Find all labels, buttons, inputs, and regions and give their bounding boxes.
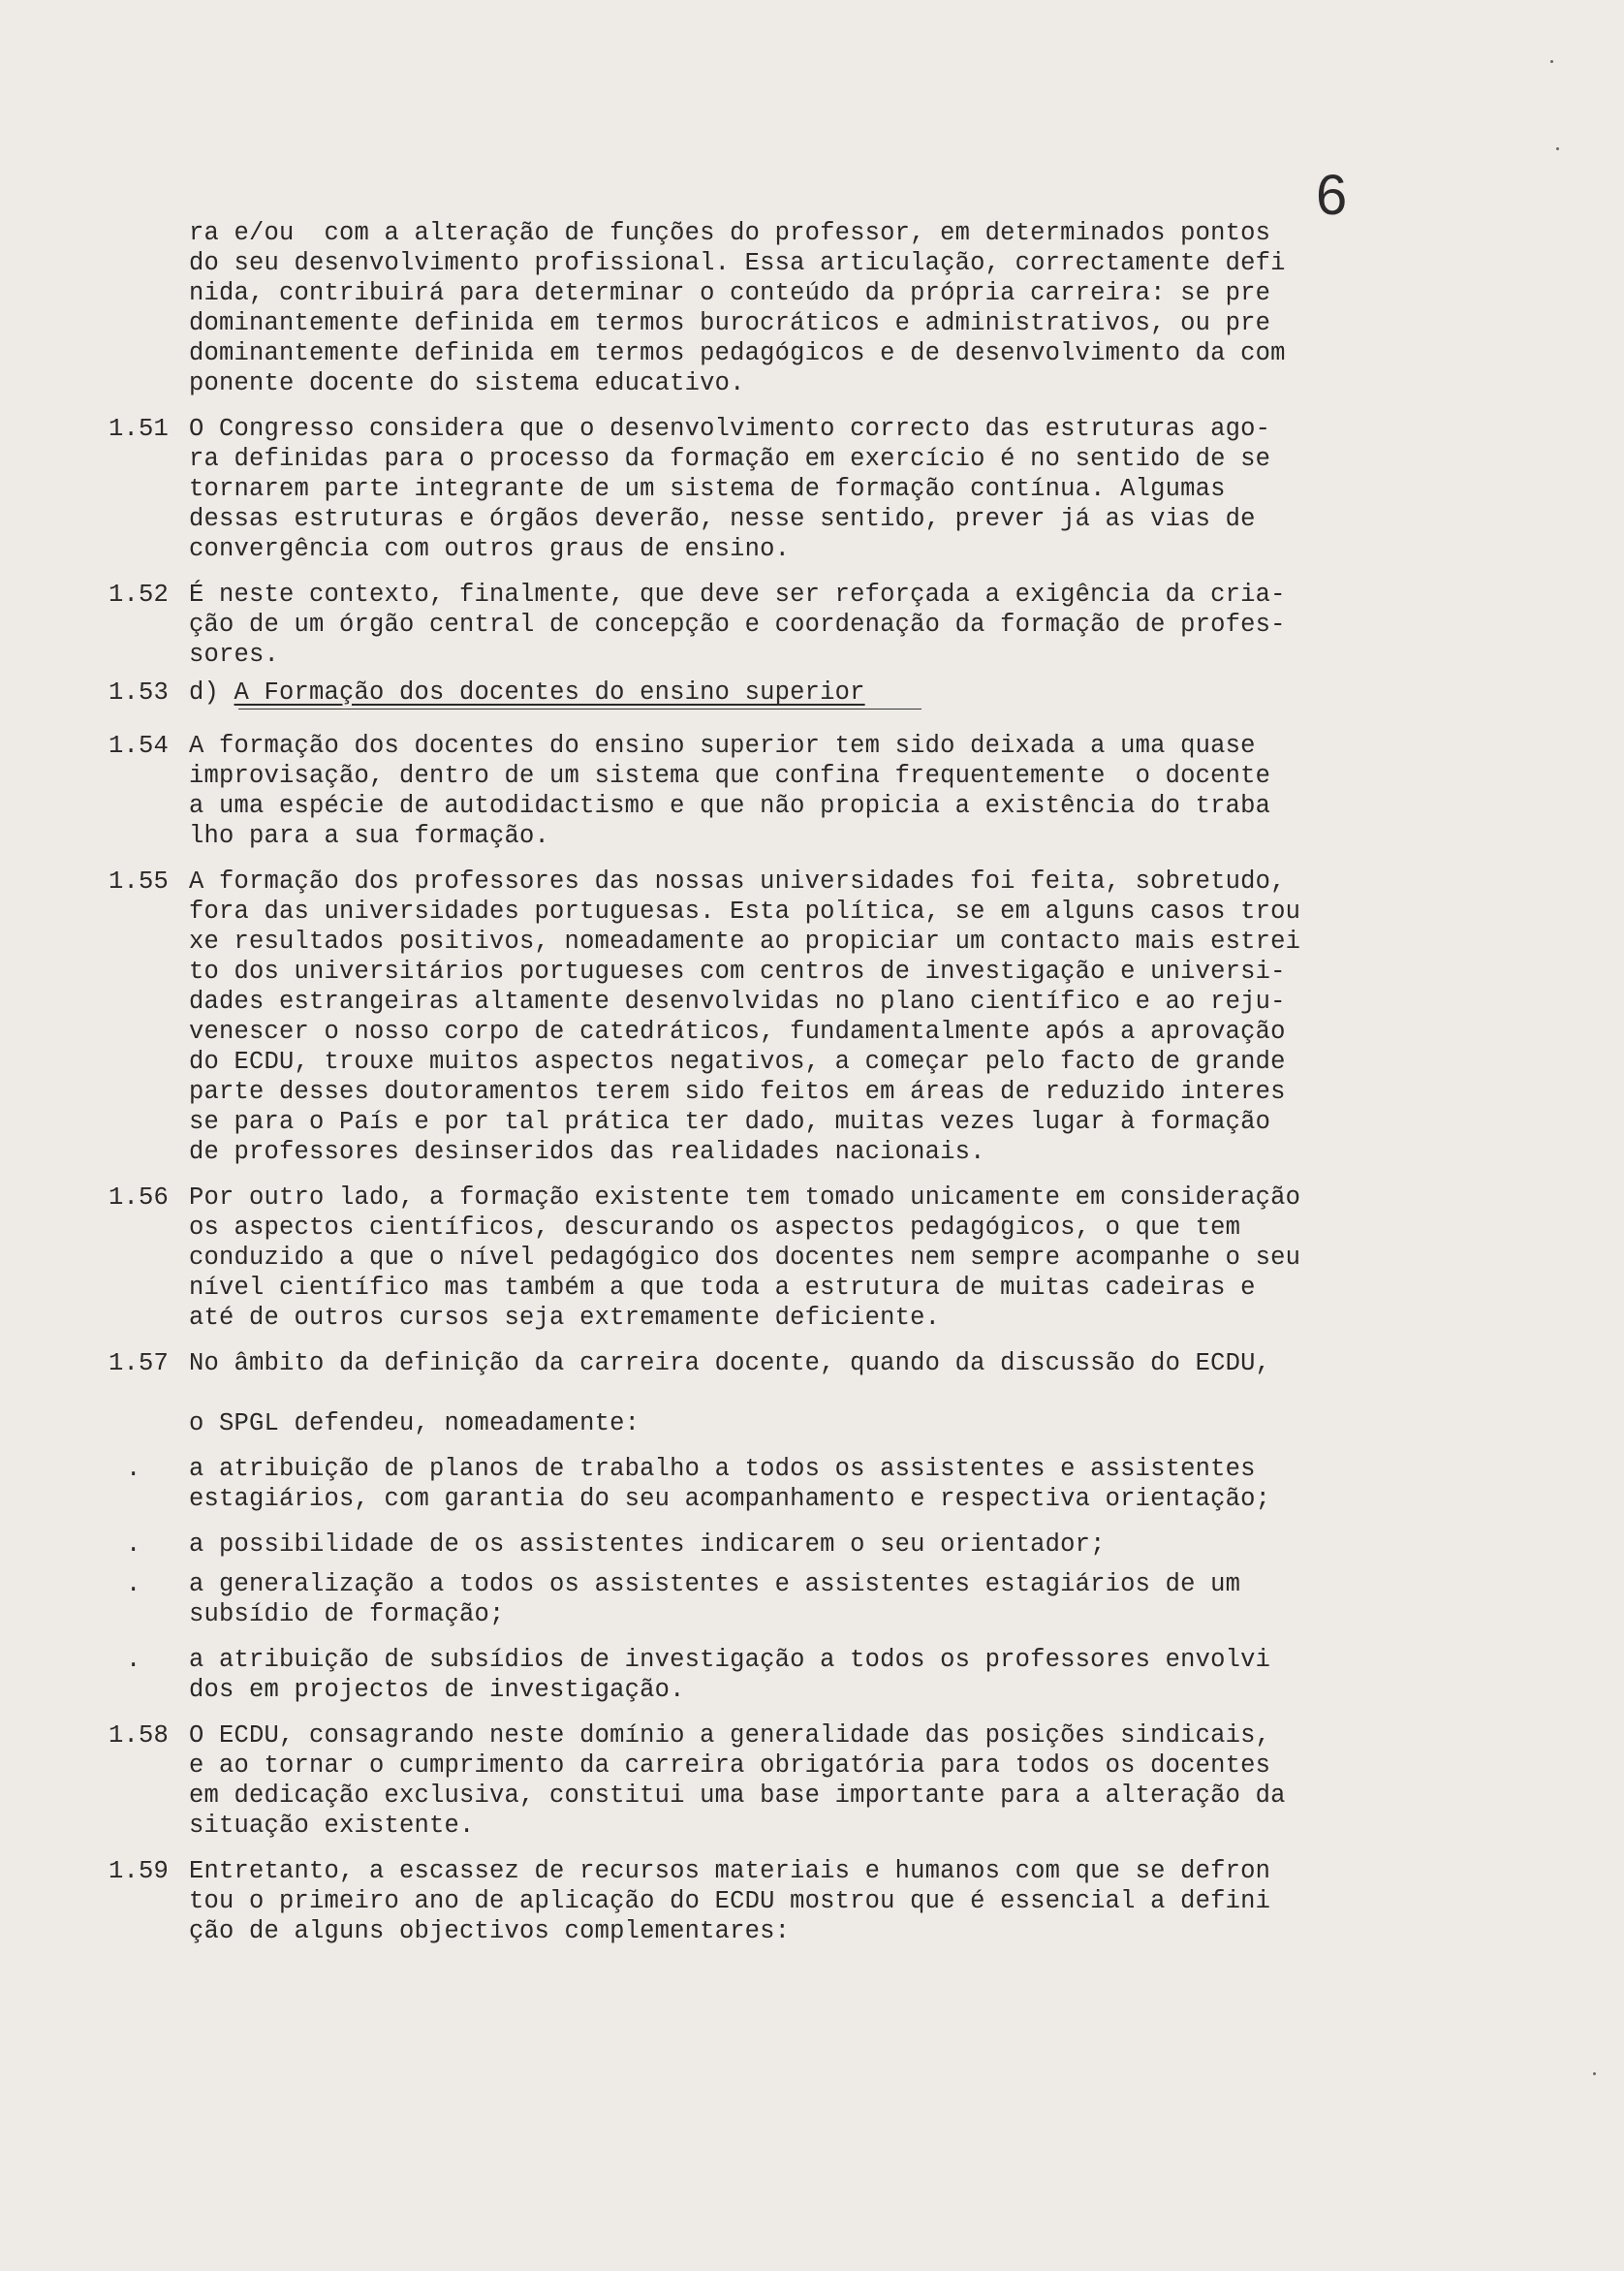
text-line: dessas estruturas e órgãos deverão, nesse sentido, prever já as vias de xyxy=(189,505,1256,533)
paragraph-1-58 xyxy=(0,1720,1624,1841)
text-line: A formação dos docentes do ensino superior tem sido deixada a uma quase xyxy=(189,732,1256,760)
text-line: dos em projectos de investigação. xyxy=(189,1676,685,1704)
paragraph-1-56 xyxy=(0,1183,1624,1333)
text-line: tou o primeiro ano de aplicação do ECDU mostrou que é essencial a defini xyxy=(189,1887,1271,1915)
document-body xyxy=(0,218,1624,1946)
paragraph-number: 1.52 xyxy=(109,581,170,609)
paper-speck xyxy=(1550,60,1553,63)
text-line: No âmbito da definição da carreira docente, quando da discussão do ECDU, xyxy=(189,1349,1271,1377)
text-line: dominantemente definida em termos burocráticos e administrativos, ou pre xyxy=(189,309,1271,337)
text-line: dominantemente definida em termos pedagógicos e de desenvolvimento da com xyxy=(189,339,1286,367)
text-line: sores. xyxy=(189,641,280,669)
paragraph-number: 1.57 xyxy=(109,1349,170,1377)
paper-speck xyxy=(1556,147,1559,150)
text-line: fora das universidades portuguesas. Esta política, se em alguns casos trou xyxy=(189,898,1301,926)
text-line: tornarem parte integrante de um sistema de formação contínua. Algumas xyxy=(189,475,1226,503)
paragraph-1-55 xyxy=(0,867,1624,1167)
paragraph-1-52 xyxy=(0,580,1624,670)
paper-speck xyxy=(1593,2072,1596,2075)
text-line: e ao tornar o cumprimento da carreira obrigatória para todos os docentes xyxy=(189,1751,1271,1780)
paragraph-number: 1.56 xyxy=(109,1183,170,1212)
bullet-marker: . xyxy=(126,1646,141,1674)
text-line: lho para a sua formação. xyxy=(189,822,550,850)
paragraph-number: 1.54 xyxy=(109,732,170,760)
text-line: ção de um órgão central de concepção e coordenação da formação de profes- xyxy=(189,611,1286,639)
text-line: Entretanto, a escassez de recursos materiais e humanos com que se defron xyxy=(189,1857,1271,1885)
text-line xyxy=(189,1378,1371,1408)
text-line: nível científico mas também a que toda a estrutura de muitas cadeiras e xyxy=(189,1274,1256,1302)
text-line: situação existente. xyxy=(189,1812,475,1840)
bullet-marker: . xyxy=(126,1570,141,1598)
text-line: se para o País e por tal prática ter dado, muitas vezes lugar à formação xyxy=(189,1108,1271,1136)
paragraph-number: 1.53 xyxy=(109,678,170,707)
text-line: Por outro lado, a formação existente tem tomado unicamente em consideração xyxy=(189,1183,1301,1212)
text-line: a generalização a todos os assistentes e assistentes estagiários de um xyxy=(189,1570,1241,1598)
text-line: a possibilidade de os assistentes indicarem o seu orientador; xyxy=(189,1530,1106,1559)
text-line: os aspectos científicos, descurando os aspectos pedagógicos, o que tem xyxy=(189,1214,1241,1242)
text-line: dades estrangeiras altamente desenvolvidas no plano científico e ao reju- xyxy=(189,988,1286,1016)
section-prefix: d) xyxy=(189,678,234,707)
text-line: xe resultados positivos, nomeadamente ao propiciar um contacto mais estrei xyxy=(189,928,1301,956)
text-line: o SPGL defendeu, nomeadamente: xyxy=(189,1409,640,1437)
paragraph-1-53 xyxy=(0,678,1624,708)
text-line: do ECDU, trouxe muitos aspectos negativos, a começar pelo facto de grande xyxy=(189,1048,1286,1076)
paragraph-1-54 xyxy=(0,731,1624,851)
text-line: parte desses doutoramentos terem sido feitos em áreas de reduzido interes xyxy=(189,1078,1286,1106)
paragraph-1-57 xyxy=(0,1348,1624,1438)
paragraph-number: 1.58 xyxy=(109,1721,170,1750)
paragraph-1-59 xyxy=(0,1856,1624,1946)
text-line: ponente docente do sistema educativo. xyxy=(189,369,745,397)
text-line: É neste contexto, finalmente, que deve ser reforçada a exigência da cria- xyxy=(189,581,1286,609)
paragraph-1-51 xyxy=(0,414,1624,564)
text-line: convergência com outros graus de ensino. xyxy=(189,535,791,563)
paragraph-number: 1.55 xyxy=(109,867,170,896)
text-line: ra definidas para o processo da formação em exercício é no sentido de se xyxy=(189,445,1271,473)
paragraph-number: 1.51 xyxy=(109,415,170,443)
text-line: de professores desinseridos das realidades nacionais. xyxy=(189,1138,985,1166)
text-line: até de outros cursos seja extremamente deficiente. xyxy=(189,1304,941,1332)
bullet-marker: . xyxy=(126,1530,141,1559)
text-line: em dedicação exclusiva, constitui uma base importante para a alteração da xyxy=(189,1782,1286,1810)
text-line: do seu desenvolvimento profissional. Essa articulação, correctamente defi xyxy=(189,249,1286,277)
page-number: 6 xyxy=(1316,164,1348,227)
bullet-item xyxy=(0,1569,1624,1629)
text-line: ra e/ou com a alteração de funções do professor, em determinados pontos xyxy=(189,219,1271,247)
bullet-item xyxy=(0,1645,1624,1705)
text-line: O Congresso considera que o desenvolvimento correcto das estruturas ago- xyxy=(189,415,1271,443)
bullet-item xyxy=(0,1530,1624,1560)
text-line: a atribuição de subsídios de investigação a todos os professores envolvi xyxy=(189,1646,1271,1674)
heading-rule xyxy=(238,709,921,710)
text-line: subsídio de formação; xyxy=(189,1600,505,1628)
bullet-item xyxy=(0,1454,1624,1514)
text-line: a atribuição de planos de trabalho a todos os assistentes e assistentes xyxy=(189,1455,1256,1483)
text-line: improvisação, dentro de um sistema que confina frequentemente o docente xyxy=(189,762,1271,790)
paragraph-number: 1.59 xyxy=(109,1857,170,1885)
paragraph-continuation xyxy=(0,218,1624,398)
text-line: venescer o nosso corpo de catedráticos, fundamentalmente após a aprovação xyxy=(189,1018,1286,1046)
text-line: ção de alguns objectivos complementares: xyxy=(189,1917,791,1945)
text-line: nida, contribuirá para determinar o conteúdo da própria carreira: se pre xyxy=(189,279,1271,307)
text-line: O ECDU, consagrando neste domínio a generalidade das posições sindicais, xyxy=(189,1721,1271,1750)
text-line: a uma espécie de autodidactismo e que não propicia a existência do traba xyxy=(189,792,1271,820)
text-line: to dos universitários portugueses com centros de investigação e universi- xyxy=(189,958,1286,986)
bullet-marker: . xyxy=(126,1455,141,1483)
text-line: A formação dos professores das nossas universidades foi feita, sobretudo, xyxy=(189,867,1286,896)
text-line: conduzido a que o nível pedagógico dos docentes nem sempre acompanhe o seu xyxy=(189,1244,1301,1272)
text-line: estagiários, com garantia do seu acompanhamento e respectiva orientação; xyxy=(189,1485,1271,1513)
section-heading: A Formação dos docentes do ensino superior xyxy=(234,678,865,707)
